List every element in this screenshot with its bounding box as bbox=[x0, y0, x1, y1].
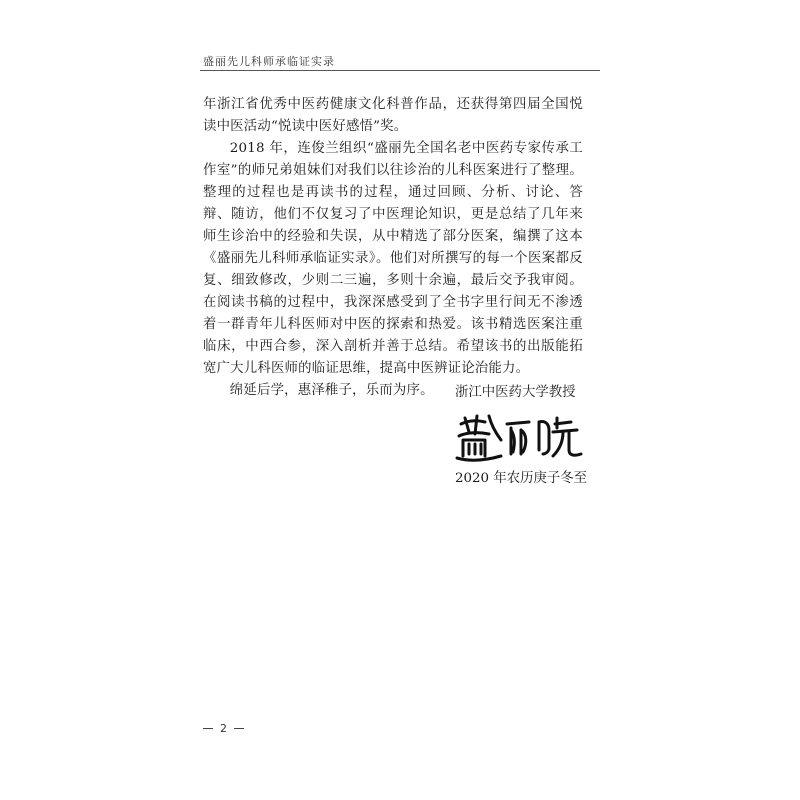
paragraph-continuation: 年浙江省优秀中医药健康文化科普作品，还获得第四届全国悦读中医活动“悦读中医好感悟”奖。 bbox=[203, 97, 583, 134]
page-number: 2 bbox=[220, 722, 227, 735]
preface-body bbox=[203, 94, 583, 402]
running-header: 盛丽先儿科师承临证实录 bbox=[203, 55, 335, 68]
signature-block bbox=[455, 382, 595, 490]
header-rule bbox=[200, 70, 600, 71]
footer-dash-right bbox=[234, 728, 244, 729]
handwritten-signature bbox=[455, 410, 585, 466]
signature-date: 2020 年农历庚子冬至 bbox=[455, 471, 588, 486]
footer-dash-left bbox=[203, 728, 213, 729]
page-footer bbox=[203, 722, 244, 735]
paragraph-compilation: 2018 年，连俊兰组织“盛丽先全国名老中医药专家传承工作室”的师兄弟姐妹们对我们以往诊治的儿科医案进行了整理。整理的过程也是再读书的过程，通过回顾、分析、讨论、答辩、随访，他们不仅复习了中医理论知识，更是总结了几年来师生诊治中的经验和失误，从中精选了部分医案，编撰了这本《盛丽先儿科师承临证实录》。他们对所撰写的每一个医案都反复、细致修改，少则二三遍，多则十余遍，最后交予我审阅。在阅读书稿的过程中，我深深感受到了全书字里行间无不渗透着一群青年儿科医师对中医的探索和热爱。该书精选医案注重临床，中西合参，深入剖析并善于总结。希望该书的出版能拓宽广大儿科医师的临证思维，提高中医辨证论治能力。 bbox=[203, 141, 583, 376]
author-affiliation: 浙江中医药大学教授 bbox=[455, 385, 576, 400]
paragraph-closing: 绵延后学，惠泽稚子，乐而为序。 bbox=[229, 383, 434, 398]
